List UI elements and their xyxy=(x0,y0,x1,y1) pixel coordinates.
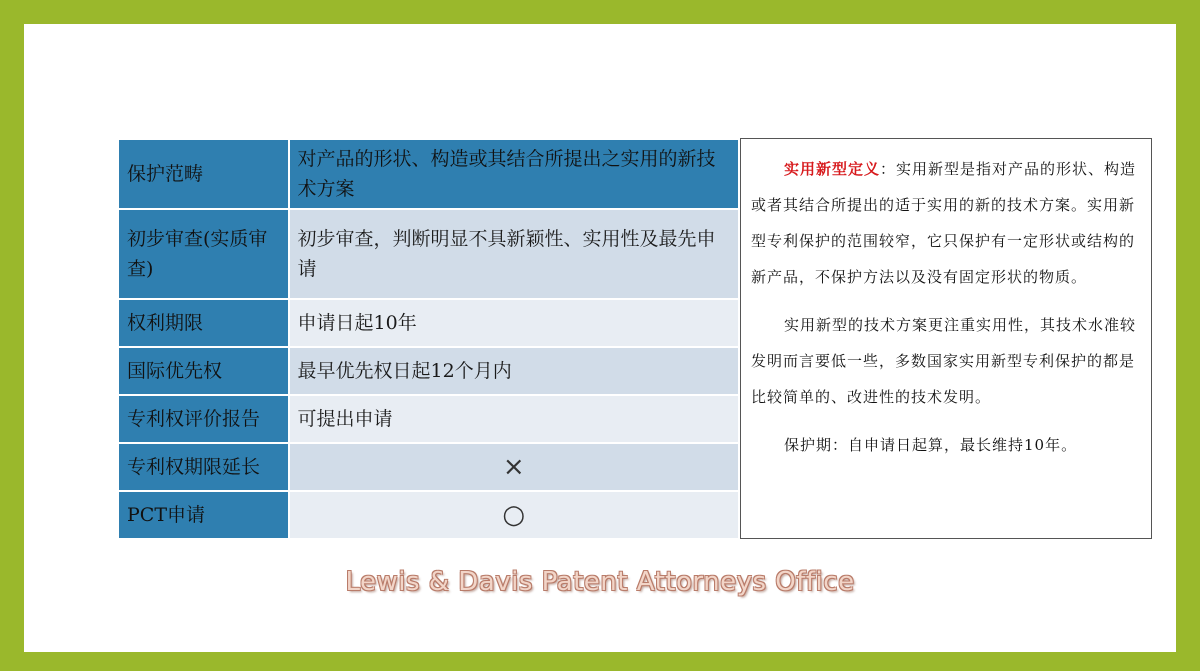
row-value-evaluation-report: 可提出申请 xyxy=(289,395,739,443)
footer-firm-name: Lewis & Davis Patent Attorneys Office xyxy=(345,567,855,597)
table-row xyxy=(118,491,739,539)
row-label-international-priority: 国际优先权 xyxy=(118,347,289,395)
row-label-term-extension: 专利权期限延长 xyxy=(118,443,289,491)
row-value-term: 申请日起10年 xyxy=(289,299,739,347)
row-label-term: 权利期限 xyxy=(118,299,289,347)
definition-text: ：实用新型是指对产品的形状、构造或者其结合所提出的适于实用的新的技术方案。实用新型专利保护的范围较窄，它只保护有一定形状或结构的新产品，不保护方法以及没有固定形状的物质。 xyxy=(751,160,1137,286)
row-value-international-priority: 最早优先权日起12个月内 xyxy=(289,347,739,395)
definition-paragraph xyxy=(751,151,1141,295)
table-row xyxy=(118,209,739,299)
table-row xyxy=(118,443,739,491)
definition-note-box xyxy=(740,138,1152,539)
row-label-pct: PCT申请 xyxy=(118,491,289,539)
row-label-protection-scope: 保护范畴 xyxy=(118,139,289,209)
table-row xyxy=(118,139,739,209)
row-label-examination: 初步审查(实质审查) xyxy=(118,209,289,299)
row-value-examination: 初步审查，判断明显不具新颖性、实用性及最先申请 xyxy=(289,209,739,299)
definition-title: 实用新型定义 xyxy=(784,160,881,178)
row-label-evaluation-report: 专利权评价报告 xyxy=(118,395,289,443)
cross-mark-icon: × xyxy=(289,443,739,491)
comparison-table xyxy=(117,138,740,540)
table-row xyxy=(118,347,739,395)
technical-paragraph: 实用新型的技术方案更注重实用性，其技术水准较发明而言要低一些，多数国家实用新型专利保护的都是比较简单的、改进性的技术发明。 xyxy=(751,316,1137,406)
slide xyxy=(24,24,1176,652)
protection-period-paragraph: 保护期：自申请日起算，最长维持10年。 xyxy=(784,436,1078,454)
table-row xyxy=(118,299,739,347)
table-row xyxy=(118,395,739,443)
circle-mark-icon: ○ xyxy=(289,491,739,539)
row-value-protection-scope: 对产品的形状、构造或其结合所提出之实用的新技术方案 xyxy=(289,139,739,209)
